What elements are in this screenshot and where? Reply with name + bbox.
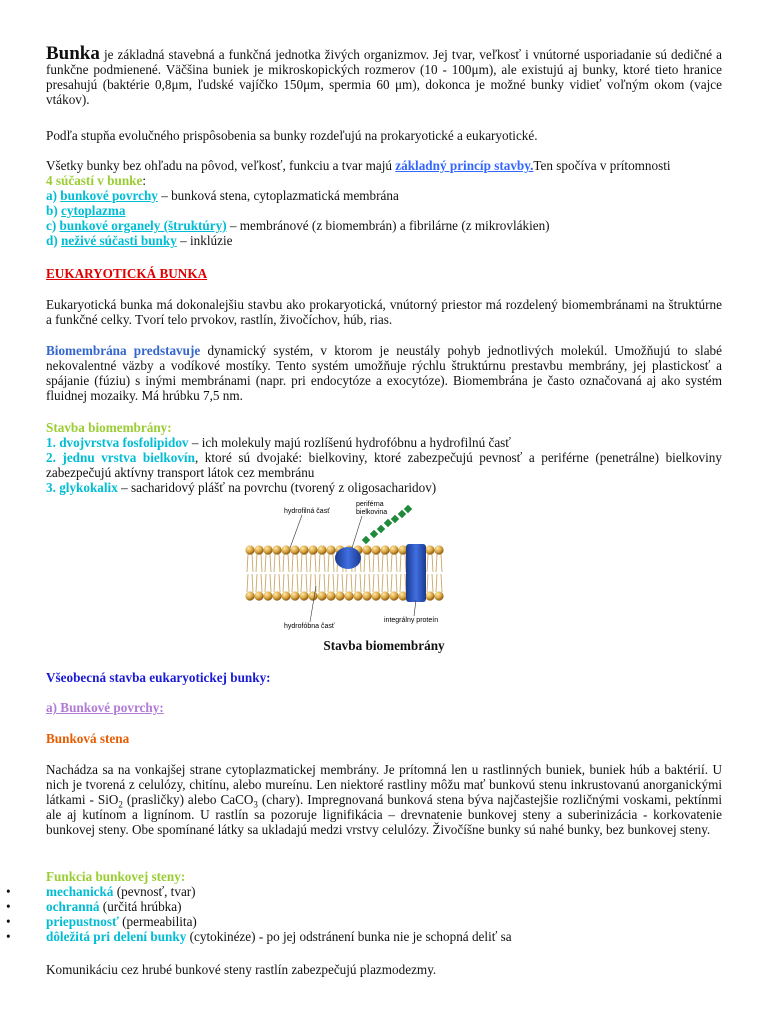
lipid-tail — [400, 554, 401, 572]
lipid-tail — [436, 554, 437, 572]
lipid-head — [326, 591, 335, 600]
function-label: mechanická — [46, 884, 114, 899]
list-item — [6, 914, 722, 929]
subscript-2: 2 — [118, 799, 123, 810]
sugar-unit — [391, 515, 399, 523]
lipid-tail — [396, 574, 397, 592]
label-hydrofilna: hydrofilná časť — [284, 508, 330, 515]
figure-caption: Stavba biomembrány — [323, 638, 445, 653]
lipid-head — [290, 545, 299, 554]
components-text-b: Ten spočíva v prítomnosti — [533, 158, 671, 173]
lipid-tail — [342, 574, 343, 592]
lipid-head — [299, 545, 308, 554]
list-item — [6, 884, 722, 899]
lipid-tail — [270, 574, 271, 592]
item-rest: – bunková stena, cytoplazmatická membrána — [157, 188, 399, 203]
principle-link[interactable]: základný princíp stavby. — [395, 158, 534, 173]
cell-surfaces-heading — [46, 700, 722, 715]
bullet-icon: • — [6, 914, 11, 929]
lipid-tail — [373, 554, 374, 572]
lipid-tail — [387, 554, 388, 572]
lipid-head — [389, 591, 398, 600]
lipid-tail — [373, 574, 374, 592]
lipid-tail — [369, 554, 370, 572]
lipid-head — [362, 545, 371, 554]
lipid-tail — [378, 574, 379, 592]
lipid-tail — [328, 554, 329, 572]
lipid-head — [362, 591, 371, 600]
lipid-head — [245, 591, 254, 600]
colon: : — [142, 173, 147, 188]
structure-item-label: 1. dvojvrstva fosfolipidov — [46, 435, 189, 450]
cell-wall-text-1: Nachádza sa na vonkajšej strane cytoplazmatickej membrány. Je prítomná len u rastlinných buniek, buniek húb a baktérií. U nich je tvorená z celulózy, chitínu, alebo mureínu. Len niektoré rastliny môžu mať bunkovú stenu inkrustovanú anorganickými látkami - SiO — [46, 762, 722, 807]
function-label: ochranná — [46, 899, 100, 914]
general-structure-text: Všeobecná stavba eukaryotickej bunky: — [46, 670, 271, 685]
label-hydrofobna: hydrofóbna časť — [284, 623, 335, 630]
lipid-tail — [283, 574, 284, 592]
lipid-head — [281, 591, 290, 600]
function-text: (určitá hrúbka) — [99, 899, 182, 914]
lipid-head — [335, 591, 344, 600]
eukaryotic-heading-text: EUKARYOTICKÁ BUNKA — [46, 266, 208, 281]
lipid-tail — [297, 574, 298, 592]
lipid-tail — [391, 574, 392, 592]
lipid-head — [290, 591, 299, 600]
sugar-unit — [398, 510, 406, 518]
lipid-tail — [432, 554, 433, 572]
lipid-head — [308, 591, 317, 600]
cell-wall-paragraph — [46, 762, 722, 837]
intro-title-word: Bunka — [46, 43, 100, 64]
lipid-tail — [391, 554, 392, 572]
lipid-tail — [306, 574, 307, 592]
four-components-label: 4 súčastí v bunke — [46, 173, 143, 188]
cell-surfaces-link[interactable]: a) Bunkové povrchy: — [46, 700, 164, 715]
lipid-head — [389, 545, 398, 554]
lipid-head — [371, 591, 380, 600]
lipid-tail — [252, 574, 253, 592]
lipid-tail — [270, 554, 271, 572]
lipid-tail — [441, 554, 442, 572]
sugar-unit — [370, 530, 378, 538]
item-prefix: d) — [46, 233, 62, 248]
lipid-tail — [315, 554, 316, 572]
sugar-unit — [404, 505, 412, 513]
plasmodesmata-paragraph: Komunikáciu cez hrubé bunkové steny rastlín zabezpečujú plazmodezmy. — [46, 962, 437, 977]
lipid-tail — [283, 554, 284, 572]
item-prefix: a) — [46, 188, 61, 203]
lipid-tail — [292, 574, 293, 592]
lipid-head — [245, 545, 254, 554]
lipid-tail — [297, 554, 298, 572]
structure-section — [46, 420, 722, 495]
lipid-tail — [261, 554, 262, 572]
integral-protein — [406, 544, 426, 602]
function-label: dôležitá pri delení bunky — [46, 929, 187, 944]
structure-item-3 — [46, 480, 722, 495]
lipid-tail — [351, 574, 352, 592]
lipid-tail — [333, 554, 334, 572]
item-prefix: c) — [46, 218, 60, 233]
cell-wall-text-3: (chary). Impregnovaná bunková stena býva najčastejšie rozličnými voskami, pektínmi ale aj kutínom a lignínom. U rastlín sa pozoruje lignifikácia – drevnatenie bunkovej steny a suberinizácia - korkovatenie bunkovej steny. Obe spomínané látky sa ukladajú medzi vrstvy celulózy. Živočíšne bunky sú nahé bunky, bez bunkovej steny. — [46, 792, 723, 837]
bullet-icon: • — [6, 929, 11, 944]
lipid-head — [425, 545, 434, 554]
lipid-tail — [301, 574, 302, 592]
lipid-head — [371, 545, 380, 554]
structure-heading: Stavba biomembrány: — [46, 420, 172, 435]
function-text: (cytokinéze) - po jej odstránení bunka nie je schopná deliť sa — [186, 929, 512, 944]
lipid-tail — [256, 554, 257, 572]
lipid-tail — [265, 554, 266, 572]
lipid-tail — [369, 574, 370, 592]
biomembrane-text: dynamický systém, v ktorom je neustály pohyb jednotlivých molekúl. Umožňujú to slabé nekovalentné väzby a vodíkové mostíky. Tento systém umožňuje rýchlu štruktúrnu prestavbu membrány, jej plastickosť a spájanie (fúziu) s inými membránami (napr. pri endocytóze a exocytóze). Biomembrána je často označovaná aj ako systém fluidnej mozaiky. Má hrúbku 7,5 nm. — [46, 343, 722, 403]
lipid-head — [272, 545, 281, 554]
lipid-tail — [319, 554, 320, 572]
lipid-tail — [346, 574, 347, 592]
lipid-tail — [441, 574, 442, 592]
structure-item-text: , ktoré sú dvojaké: bielkoviny, ktoré zabezpečujú pevnosť a periférne (penetrálne) bielkoviny zabezpečujú aktívny transport látok cez membránu — [46, 450, 722, 480]
sugar-unit — [362, 536, 370, 544]
lipid-tail — [355, 574, 356, 592]
lipid-head — [272, 591, 281, 600]
lipid-tail — [256, 574, 257, 592]
lipid-tail — [405, 554, 406, 572]
lipid-head — [263, 545, 272, 554]
lipid-head — [317, 591, 326, 600]
biomembrane-lead: Biomembrána predstavuje — [46, 343, 201, 358]
lipid-tail — [292, 554, 293, 572]
link-cytoplazma[interactable]: cytoplazma — [61, 203, 126, 218]
lipid-tail — [427, 574, 428, 592]
lipid-tail — [360, 574, 361, 592]
lipid-head — [254, 545, 263, 554]
classification-paragraph: Podľa stupňa evolučného prispôsobenia sa bunky rozdeľujú na prokaryotické a eukaryotické. — [46, 128, 538, 143]
intro-paragraph — [46, 43, 722, 107]
lipid-tail — [337, 574, 338, 592]
component-item-c — [46, 218, 722, 233]
lipid-head — [281, 545, 290, 554]
lipid-tail — [400, 574, 401, 592]
lipid-tail — [310, 554, 311, 572]
lipid-tail — [301, 554, 302, 572]
label-integralny: integrálny proteín — [384, 617, 439, 624]
lipid-tail — [265, 574, 266, 592]
lipid-tail — [432, 574, 433, 592]
lipid-tail — [324, 574, 325, 592]
lipid-tail — [382, 554, 383, 572]
bullet-icon: • — [6, 899, 11, 914]
lipid-head — [317, 545, 326, 554]
lipid-tail — [279, 574, 280, 592]
label-periferna: periférna — [356, 501, 384, 508]
eukaryotic-paragraph: Eukaryotická bunka má dokonalejšiu stavbu ako prokaryotická, vnútorný priestor má rozdelený biomembránami na štruktúrne a funkčné celky. Tvorí telo prvokov, rastlín, živočíchov, húb, rias. — [46, 297, 722, 327]
lipid-tail — [319, 574, 320, 592]
lipid-tail — [364, 554, 365, 572]
function-text: (permeabilita) — [118, 914, 197, 929]
lipid-tail — [382, 574, 383, 592]
subscript-3: 3 — [253, 799, 258, 810]
sugar-unit — [377, 525, 385, 533]
eukaryotic-heading — [46, 266, 722, 281]
structure-item-text: – ich molekuly majú rozlíšenú hydrofóbnu a hydrofilnú časť — [188, 435, 511, 450]
link-bunkove-povrchy[interactable]: bunkové povrchy — [60, 188, 158, 203]
function-heading: Funkcia bunkovej steny: — [46, 869, 186, 884]
lipid-head — [434, 545, 443, 554]
lipid-tail — [378, 554, 379, 572]
lipid-tail — [288, 554, 289, 572]
lipid-tail — [333, 574, 334, 592]
lipid-head — [308, 545, 317, 554]
cell-wall-heading — [46, 731, 722, 746]
lipid-tail — [364, 574, 365, 592]
lipid-tail — [247, 574, 248, 592]
lipid-head — [263, 591, 272, 600]
link-organely[interactable]: bunkové organely (štruktúry) — [59, 218, 227, 233]
function-section — [6, 869, 722, 944]
list-item — [6, 929, 722, 944]
cell-wall-heading-text: Bunková stena — [46, 731, 130, 746]
lipid-tail — [436, 574, 437, 592]
structure-item-label: 2. jednu vrstva bielkovín — [46, 450, 195, 465]
membrane-diagram — [238, 500, 454, 634]
intro-text: je základná stavebná a funkčná jednotka živých organizmov. Jej tvar, veľkosť i vnútorné usporiadanie sú dedičné a funkčne podmienené. Väčšina buniek je mikroskopických rozmerov (10 - 100μm), ale existujú aj bunky, ktoré tieto hranice presahujú (baktérie 0,8μm, ľudské vajíčko 150μm, spermia 60 μm), dokonca je možné bunky vidieť voľným okom (vajce vtákov). — [46, 47, 722, 107]
function-text: (pevnosť, tvar) — [113, 884, 196, 899]
biomembrane-figure — [238, 500, 454, 634]
lipid-tail — [427, 554, 428, 572]
item-rest: – membránové (z biomembrán) a fibrilárne (z mikrovlákien) — [226, 218, 550, 233]
lipid-head — [380, 545, 389, 554]
structure-item-2 — [46, 450, 722, 480]
sugar-unit — [384, 519, 392, 527]
lipid-head — [344, 591, 353, 600]
component-item-a — [46, 188, 722, 203]
lipid-head — [326, 545, 335, 554]
lipid-tail — [252, 554, 253, 572]
lipid-tail — [274, 574, 275, 592]
item-rest: – inklúzie — [176, 233, 233, 248]
lipid-tail — [288, 574, 289, 592]
structure-item-text: – sacharidový plášť na povrchu (tvorený z oligosacharidov) — [117, 480, 437, 495]
lipid-tail — [247, 554, 248, 572]
peripheral-protein — [335, 547, 361, 569]
cell-wall-text-2: (prasličky) alebo CaCO — [122, 792, 254, 807]
structure-item-label: 3. glykokalix — [46, 480, 118, 495]
lipid-tail — [261, 574, 262, 592]
components-text-a: Všetky bunky bez ohľadu na pôvod, veľkosť, funkciu a tvar majú — [46, 158, 396, 173]
function-list — [6, 884, 722, 944]
biomembrane-paragraph — [46, 343, 722, 403]
lipid-tail — [405, 574, 406, 592]
components-paragraph — [46, 158, 722, 248]
lipid-tail — [387, 574, 388, 592]
structure-item-1 — [46, 435, 722, 450]
general-structure-heading — [46, 670, 722, 685]
lipid-head — [254, 591, 263, 600]
component-item-b — [46, 203, 722, 218]
lipid-tail — [396, 554, 397, 572]
lipid-tail — [310, 574, 311, 592]
lipid-head — [434, 591, 443, 600]
link-nezive-sucasti[interactable]: neživé súčasti bunky — [61, 233, 177, 248]
lipid-tail — [306, 554, 307, 572]
lipid-head — [380, 591, 389, 600]
lipid-head — [353, 591, 362, 600]
lipid-tail — [279, 554, 280, 572]
lipid-tail — [328, 574, 329, 592]
item-prefix: b) — [46, 203, 62, 218]
lipid-head — [425, 591, 434, 600]
function-label: priepustnosť — [46, 914, 119, 929]
lipid-tail — [324, 554, 325, 572]
lipid-head — [299, 591, 308, 600]
bullet-icon: • — [6, 884, 11, 899]
component-item-d — [46, 233, 722, 248]
label-bielkovina: bielkovina — [356, 509, 388, 516]
list-item — [6, 899, 722, 914]
lipid-tail — [274, 554, 275, 572]
